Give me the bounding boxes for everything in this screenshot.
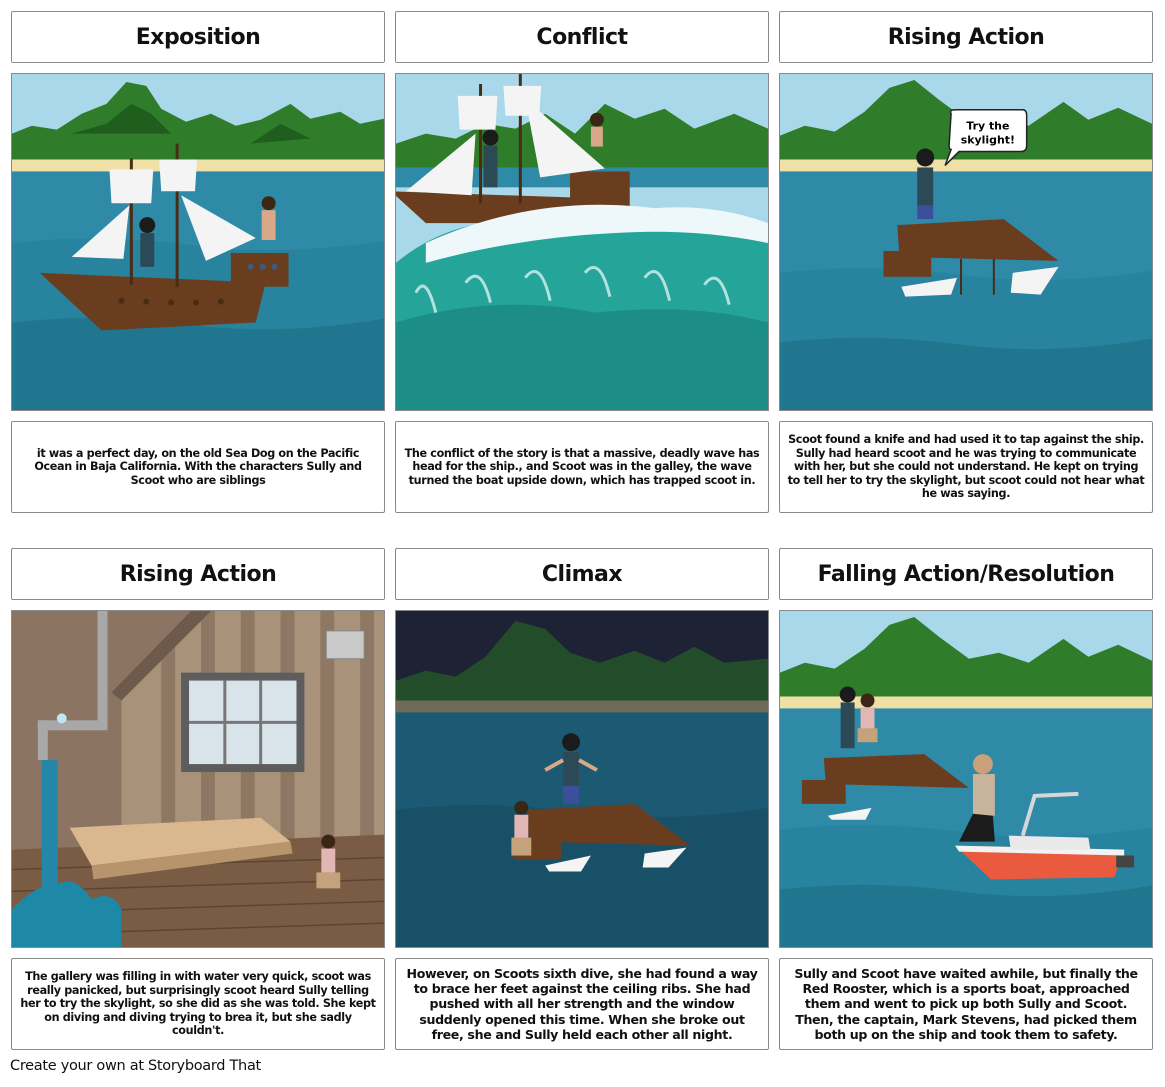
panel-5-title: Climax — [395, 548, 769, 600]
panel-4-scene — [11, 610, 385, 948]
panel-5-caption: However, on Scoots sixth dive, she had found a way to brace her feet against the ceiling ribs. She had pushed with all her strength and the window suddenly opened this time. When she broke out free, she and Sully held each other all night. — [395, 958, 769, 1050]
panel-4-title: Rising Action — [11, 548, 385, 600]
panel-3-scene — [779, 73, 1153, 411]
panel-1-scene — [11, 73, 385, 411]
panel-4-caption: The gallery was filling in with water very quick, scoot was really panicked, but surprisingly scoot heard Sully telling her to try the skylight, so she did as she was told. She kept on diving and diving trying to brea it, but she sadly couldn't. — [11, 958, 385, 1050]
panel-6-scene — [779, 610, 1153, 948]
panel-1-title: Exposition — [11, 11, 385, 63]
speech-bubble-line-2: skylight! — [960, 133, 1015, 147]
storyboard-footer-link[interactable]: Create your own at Storyboard That — [10, 1058, 261, 1074]
panel-2-caption: The conflict of the story is that a massive, deadly wave has head for the ship., and Scoot was in the galley, the wave turned the boat upside down, which has trapped scoot in. — [395, 421, 769, 513]
panel-2-title: Conflict — [395, 11, 769, 63]
panel-1-caption: it was a perfect day, on the old Sea Dog on the Pacific Ocean in Baja California. With the characters Sully and Scoot who are siblings — [11, 421, 385, 513]
panel-2-scene — [395, 73, 769, 411]
panel-6-title: Falling Action/Resolution — [779, 548, 1153, 600]
panel-5-scene — [395, 610, 769, 948]
panel-6-caption: Sully and Scoot have waited awhile, but finally the Red Rooster, which is a sports boat, approached them and went to pick up both Sully and Scoot. Then, the captain, Mark Stevens, had picked them both up on the ship and took them to safety. — [779, 958, 1153, 1050]
panel-3-caption: Scoot found a knife and had used it to tap against the ship. Sully had heard scoot and he was trying to communicate with her, but she could not understand. He kept on trying to tell her to try the skylight, but scoot could not hear what he was saying. — [779, 421, 1153, 513]
speech-bubble-line-1: Try the — [966, 119, 1010, 133]
panel-3-title: Rising Action — [779, 11, 1153, 63]
